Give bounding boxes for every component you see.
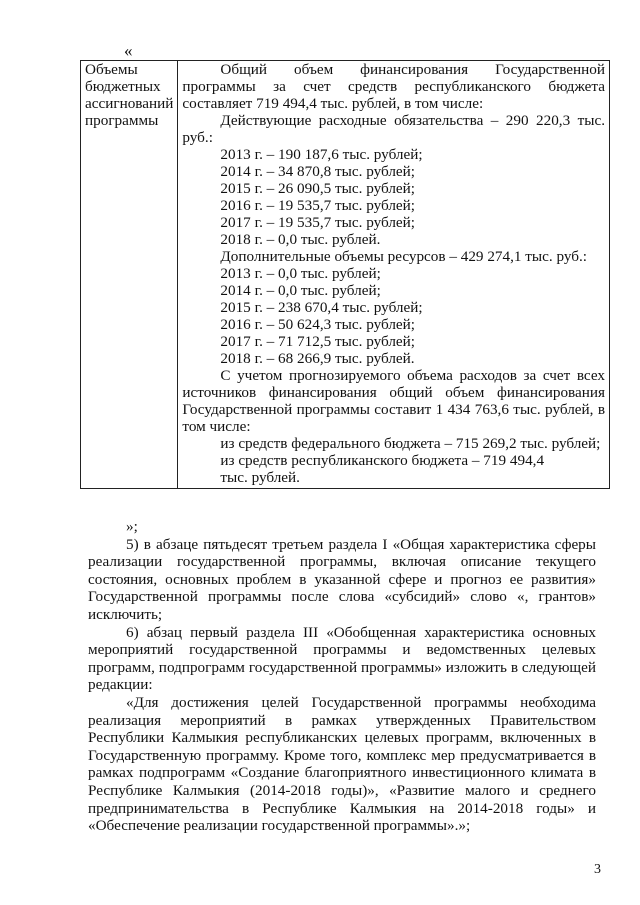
page-number: 3 (594, 862, 601, 877)
additional-item-2014: 2014 г. – 0,0 тыс. рублей; (220, 282, 381, 299)
table-row (81, 61, 610, 489)
existing-item-2016: 2016 г. – 19 535,7 тыс. рублей; (220, 197, 415, 214)
amendment-paragraph-5: 5) в абзаце пятьдесят третьем раздела I «Общая характеристика сферы реализации государственной программы, включая описание текущего состояния, основных проблем в указанной сфере и прогноз ее развития» Государственной программы после слова «субсидий» слово «, грантов» исключить; (88, 535, 596, 623)
additional-resources-heading: Дополнительные объемы ресурсов – 429 274,1 тыс. руб.: (220, 248, 587, 265)
amendment-paragraph-6: 6) абзац первый раздела III «Обобщенная характеристика основных мероприятий государственной программы и ведомственных целевых программ, подпрограмм государственной программы» изложить в следующей редакции: (88, 623, 596, 694)
table-label-cell (81, 61, 178, 489)
additional-item-2015: 2015 г. – 238 670,4 тыс. рублей; (220, 299, 423, 316)
total-funding-text: Общий объем финансирования Государственной программы за счет средств республиканского бюджета составляет 719 494,4 тыс. рублей, в том числе: (182, 61, 605, 112)
amendment-body (88, 518, 596, 835)
existing-item-2015: 2015 г. – 26 090,5 тыс. рублей; (220, 180, 415, 197)
table-content-cell (178, 61, 610, 489)
existing-item-2017: 2017 г. – 19 535,7 тыс. рублей; (220, 214, 415, 231)
existing-obligations-heading: Действующие расходные обязательства – 290 220,3 тыс. руб.: (182, 112, 605, 146)
existing-item-2013: 2013 г. – 190 187,6 тыс. рублей; (220, 146, 423, 163)
closing-quote-mark: »; (126, 518, 138, 535)
additional-item-2017: 2017 г. – 71 712,5 тыс. рублей; (220, 333, 415, 350)
program-funding-table (80, 60, 610, 489)
additional-item-2013: 2013 г. – 0,0 тыс. рублей; (220, 265, 381, 282)
new-wording-paragraph: «Для достижения целей Государственной программы необходима реализация мероприятий в рамках утвержденных Правительством Республики Калмыкия республиканских целевых программ, включенных в Государственную программу. Кроме того, комплекс мер предусматривается в рамках подпрограмм «Создание благоприятного инвестиционного климата в Республике Калмыкия (2014-2018 годы)», «Развитие малого и среднего предпринимательства в Республике Калмыкия на 2014-2018 годы» и «Обеспечение реализации государственной программы».»; (88, 693, 596, 835)
existing-item-2018: 2018 г. – 0,0 тыс. рублей. (220, 231, 381, 248)
table-label: Объемы бюджетных ассигнований программы (85, 61, 174, 129)
forecast-total-text: С учетом прогнозируемого объема расходов за счет всех источников финансирования общий объем финансирования Государственной программы составит 1 434 763,6 тыс. рублей, в том числе: (182, 367, 605, 435)
federal-budget-text: из средств федерального бюджета – 715 269,2 тыс. рублей; (220, 435, 601, 452)
republic-budget-unit: тыс. рублей. (220, 469, 300, 486)
existing-item-2014: 2014 г. – 34 870,8 тыс. рублей; (220, 163, 415, 180)
opening-quote-mark: « (124, 41, 133, 60)
additional-item-2016: 2016 г. – 50 624,3 тыс. рублей; (220, 316, 415, 333)
additional-item-2018: 2018 г. – 68 266,9 тыс. рублей. (220, 350, 415, 367)
republic-budget-text: из средств республиканского бюджета – 719 494,4 (220, 452, 545, 469)
